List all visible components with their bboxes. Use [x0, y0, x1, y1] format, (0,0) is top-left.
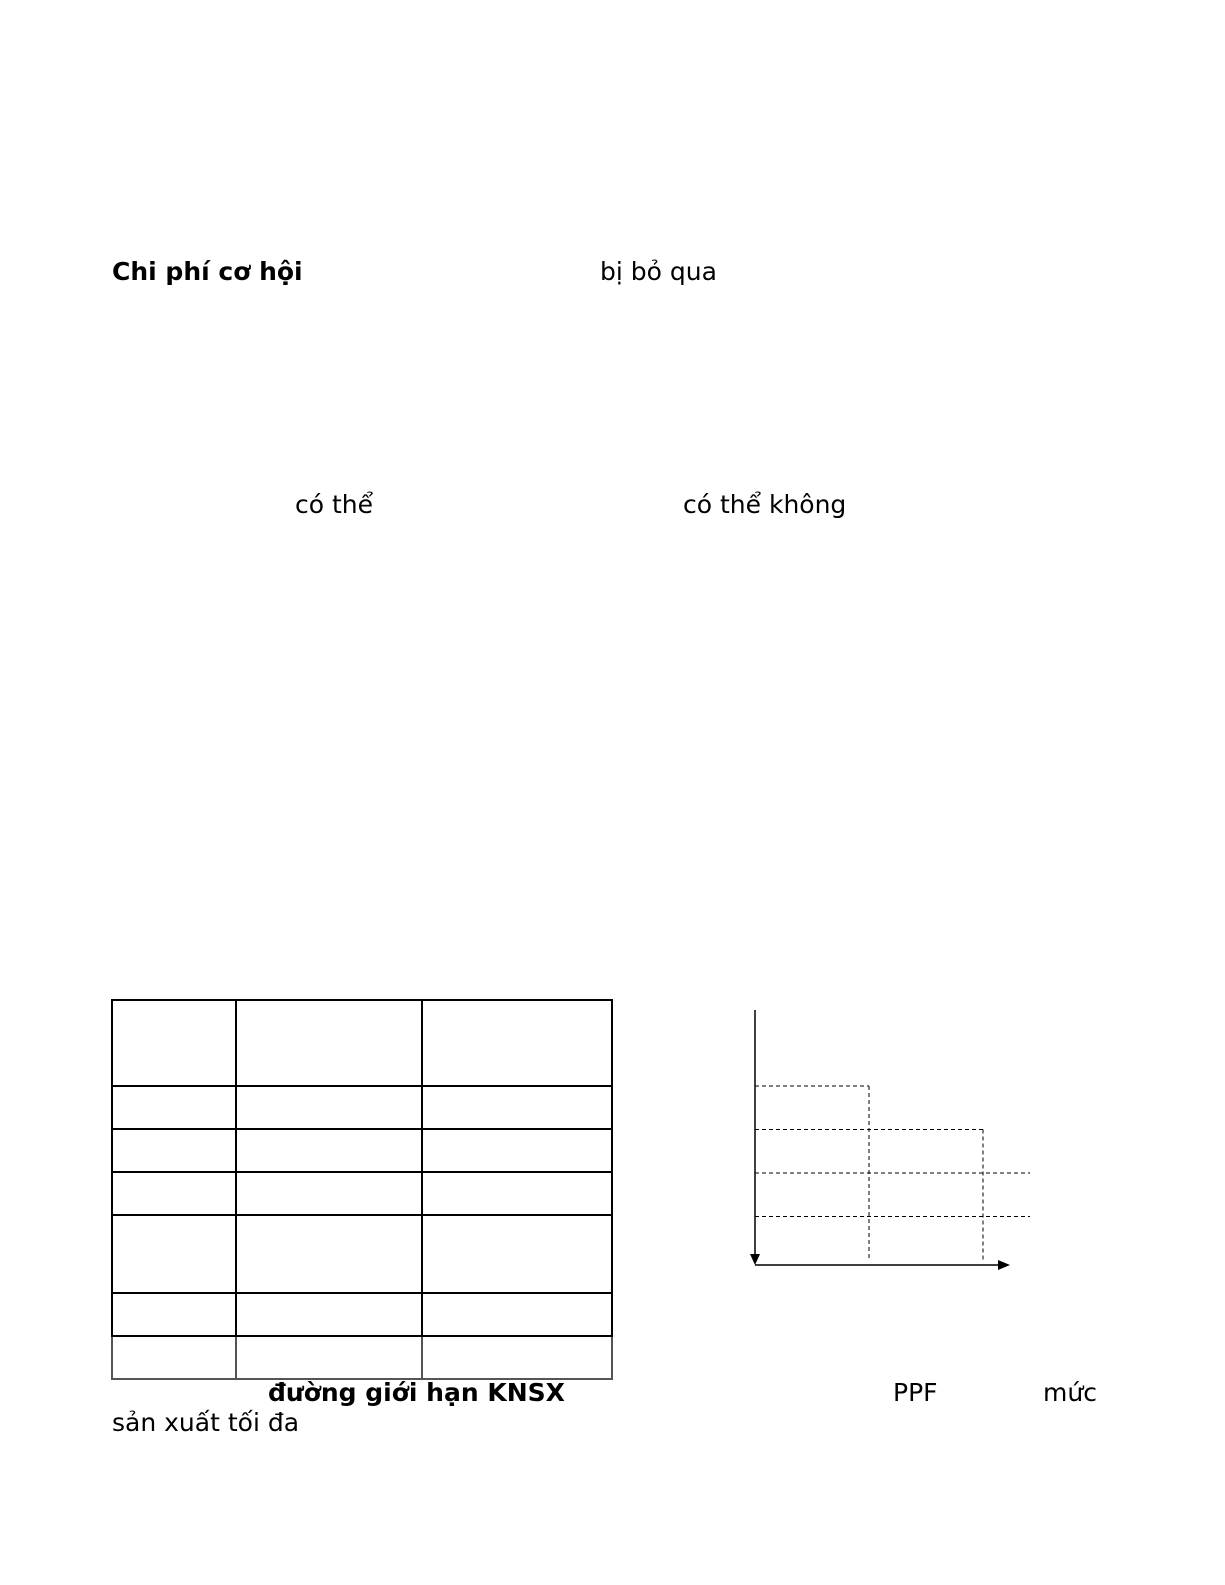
- table-row: [112, 1172, 612, 1215]
- ppf-guides: [755, 1086, 1030, 1260]
- table-row: [112, 1129, 612, 1172]
- text-ppf-abbr: PPF: [893, 1378, 938, 1407]
- table-cell: [422, 1086, 612, 1129]
- table-cell: [422, 1293, 612, 1336]
- production-possibilities-table: [111, 999, 613, 1380]
- table-cell: [422, 1000, 612, 1086]
- text-max-output: sản xuất tối đa: [112, 1408, 300, 1437]
- table-cell: [112, 1293, 236, 1336]
- table-cell: [236, 1000, 422, 1086]
- y-axis-arrow: [750, 1254, 760, 1265]
- table-cell: [112, 1215, 236, 1293]
- term-ppf: đường giới hạn KNSX: [268, 1378, 565, 1407]
- table-cell: [236, 1086, 422, 1129]
- text-cannot: có thể không: [683, 490, 847, 519]
- table-cell: [112, 1172, 236, 1215]
- ppf-graph: [740, 1000, 1030, 1290]
- table-cell: [236, 1293, 422, 1336]
- text-can: có thể: [295, 490, 374, 519]
- table-cell: [236, 1172, 422, 1215]
- table-cell: [112, 1000, 236, 1086]
- table-cell: [422, 1336, 612, 1379]
- table-row: [112, 1000, 612, 1086]
- table-row: [112, 1293, 612, 1336]
- table-cell: [112, 1086, 236, 1129]
- table-cell: [112, 1336, 236, 1379]
- table-cell: [236, 1336, 422, 1379]
- table-row: [112, 1336, 612, 1379]
- table-cell: [236, 1215, 422, 1293]
- table-cell: [422, 1215, 612, 1293]
- table-cell: [422, 1129, 612, 1172]
- table-row: [112, 1215, 612, 1293]
- x-axis-arrow: [998, 1260, 1010, 1270]
- table-cell: [112, 1129, 236, 1172]
- text-level: mức: [1043, 1378, 1097, 1407]
- table-cell: [422, 1172, 612, 1215]
- table-cell: [236, 1129, 422, 1172]
- heading-opportunity-cost: Chi phí cơ hội: [112, 257, 303, 286]
- text-forgone: bị bỏ qua: [600, 257, 717, 286]
- table-row: [112, 1086, 612, 1129]
